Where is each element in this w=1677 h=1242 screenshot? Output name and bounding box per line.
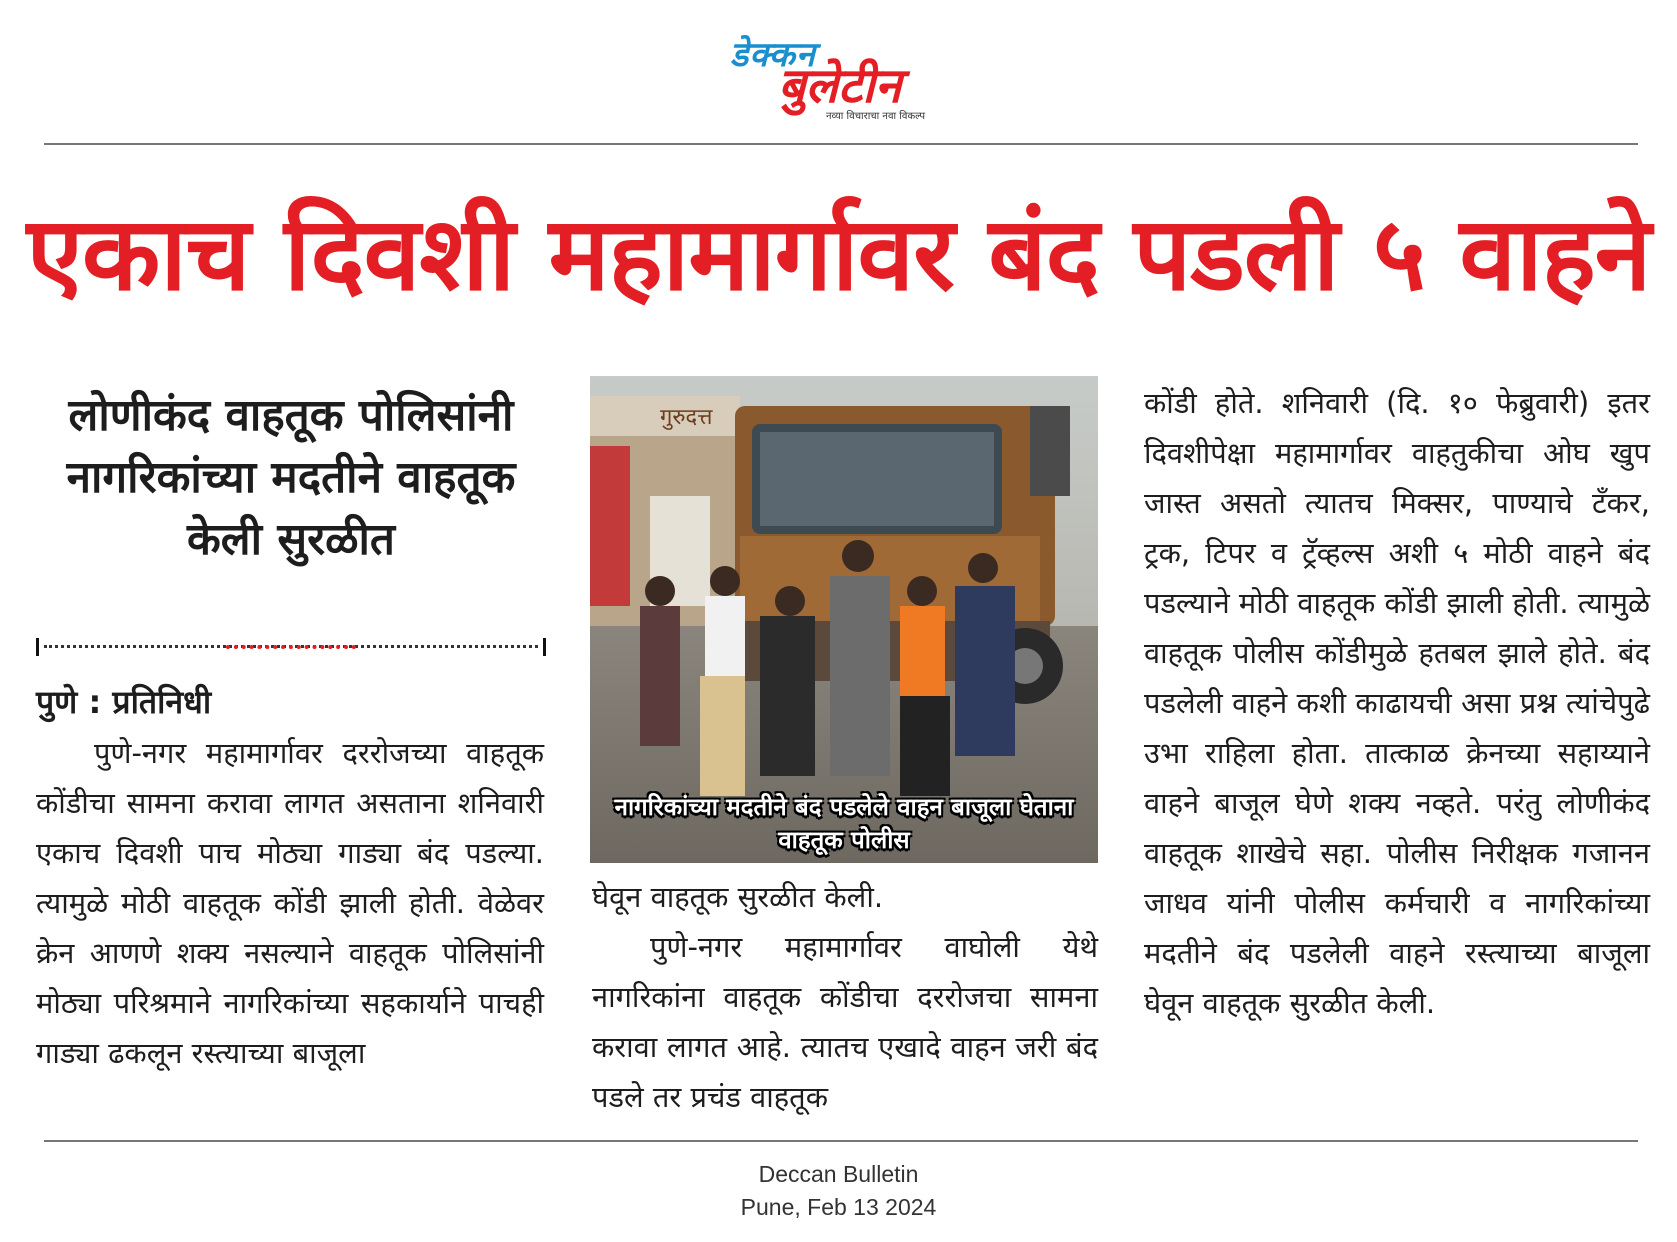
news-photo (590, 376, 1098, 863)
footer (0, 1158, 1677, 1224)
footer-publication: Deccan Bulletin (758, 1161, 919, 1187)
shop-sign-text: गुरुदत्त (660, 405, 713, 430)
masthead-logo (730, 30, 960, 120)
top-rule (44, 143, 1638, 145)
logo-tagline: नव्या विचाराचा नवा विकल्प (826, 111, 926, 122)
article-column-2-paragraph: पुणे-नगर महामार्गावर वाघोली येथे नागरिकांना वाहतूक कोंडीचा दररोजचा सामना करावा लागत आहे. त्यातच एखादे वाहन जरी बंद पडले तर प्रचंड वाहतूक (592, 930, 1098, 1114)
bottom-rule (44, 1140, 1638, 1142)
article-column-2-continuation: घेवून वाहतूक सुरळीत केली. (592, 880, 884, 914)
logo-main-text: बुलेटीन (778, 58, 902, 114)
subheadline: लोणीकंद वाहतूक पोलिसांनी नागरिकांच्या मदतीने वाहतूक केली सुरळीत (66, 390, 516, 565)
subhead-divider (36, 638, 546, 656)
photo-caption: नागरिकांच्या मदतीने बंद पडलेले वाहन बाजूला घेताना वाहतूक पोलीस (614, 793, 1074, 854)
logo-top-text: डेक्कन (730, 35, 816, 75)
headline: एकाच दिवशी महामार्गावर बंद पडली ५ वाहने (26, 195, 1651, 314)
article-column-1: पुणे-नगर महामार्गावर दररोजच्या वाहतूक कोंडीचा सामना करावा लागत असताना शनिवारी एकाच दिवशी पाच मोठ्या गाड्या बंद पडल्या. त्यामुळे मोठी वाहतूक कोंडी झाली होती. वेळेवर क्रेन आणणे शक्य नसल्याने वाहतूक पोलिसांनी मोठ्या परिश्रमाने नागरिकांच्या सहकार्याने पाचही गाड्या ढकलून रस्त्याच्या बाजूला (36, 736, 544, 1070)
footer-place-date: Pune, Feb 13 2024 (740, 1194, 937, 1220)
dateline: पुणे : प्रतिनिधी (36, 683, 212, 721)
article-column-3: कोंडी होते. शनिवारी (दि. १० फेब्रुवारी) इतर दिवशीपेक्षा महामार्गावर वाहतुकीचा ओघ खुप जास्त असतो त्यातच मिक्सर, पाण्याचे टँकर, ट्रक, टिपर व ट्रॅव्हल्स अशी ५ मोठी वाहने बंद पडल्याने मोठी वाहतूक कोंडी झाली होती. त्यामुळे वाहतूक पोलीस कोंडीमुळे हतबल झाले होते. बंद पडलेली वाहने कशी काढायची असा प्रश्न त्यांचेपुढे उभा राहिला होता. तात्काळ क्रेनच्या सहाय्याने वाहने बाजूल घेणे शक्य नव्हते. परंतु लोणीकंद वाहतूक शाखेचे सहा. पोलीस निरीक्षक गजानन जाधव यांनी पोलीस कर्मचारी व नागरिकांच्या मदतीने बंद पडलेली वाहने रस्त्याच्या बाजूला घेवून वाहतूक सुरळीत केली. (1144, 386, 1650, 1020)
